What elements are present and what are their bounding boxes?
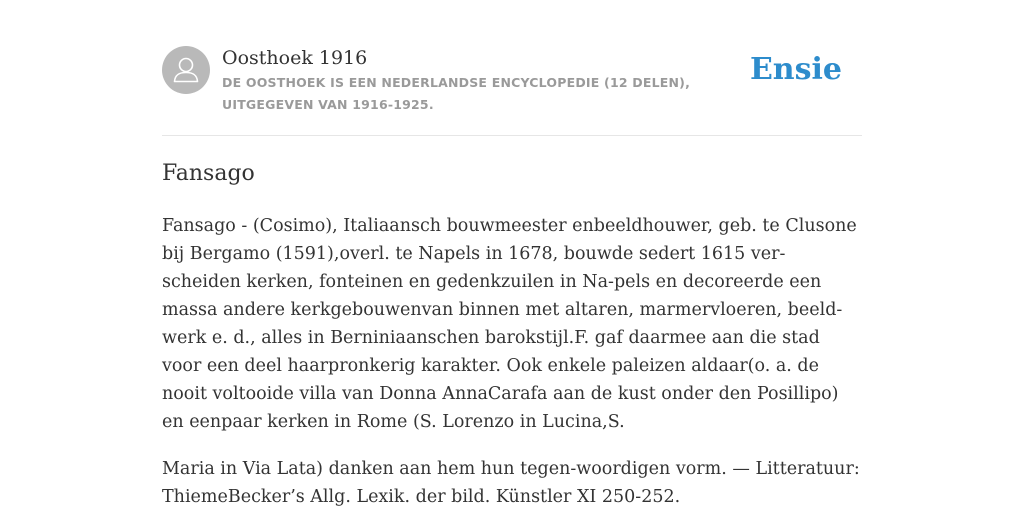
user-silhouette-icon: [162, 46, 210, 94]
article-paragraph: Fansago - (Cosimo), Italiaansch bouwmeester enbeeldhouwer, geb. te Clusone bij Bergamo (1591),overl. te Napels in 1678, bouwde sedert 1615 ver-scheiden kerken, fonteinen en gedenkzuilen in Na-pels en decoreerde een massa andere kerkgebouwenvan binnen met altaren, marmervloeren, beeld-werk e. d., alles in Berniniaanschen barokstijl.F. gaf daarmee aan die stad voor een deel haarpronkerig karakter. Ook enkele paleizen aldaar(o. a. de nooit voltooide villa van Donna AnnaCarafa aan de kust onder den Posillipo) en eenpaar kerken in Rome (S. Lorenzo in Lucina,S.: [162, 216, 857, 432]
article-body: [162, 212, 862, 511]
article-paragraph: Maria in Via Lata) danken aan hem hun tegen-woordigen vorm. — Litteratuur: ThiemeBecker’s Allg. Lexik. der bild. Künstler XI 250-252.: [162, 459, 860, 507]
source-description: DE OOSTHOEK IS EEN NEDERLANDSE ENCYCLOPEDIE (12 DELEN), UITGEGEVEN VAN 1916-1925.: [222, 75, 691, 112]
article: [162, 158, 862, 512]
ensie-logo[interactable]: Ensie: [749, 52, 842, 87]
source-name[interactable]: Oosthoek 1916: [222, 47, 368, 69]
article-title: Fansago: [162, 161, 255, 186]
source-avatar[interactable]: [162, 46, 210, 94]
header-divider: [162, 135, 862, 136]
source-header: [162, 46, 862, 136]
